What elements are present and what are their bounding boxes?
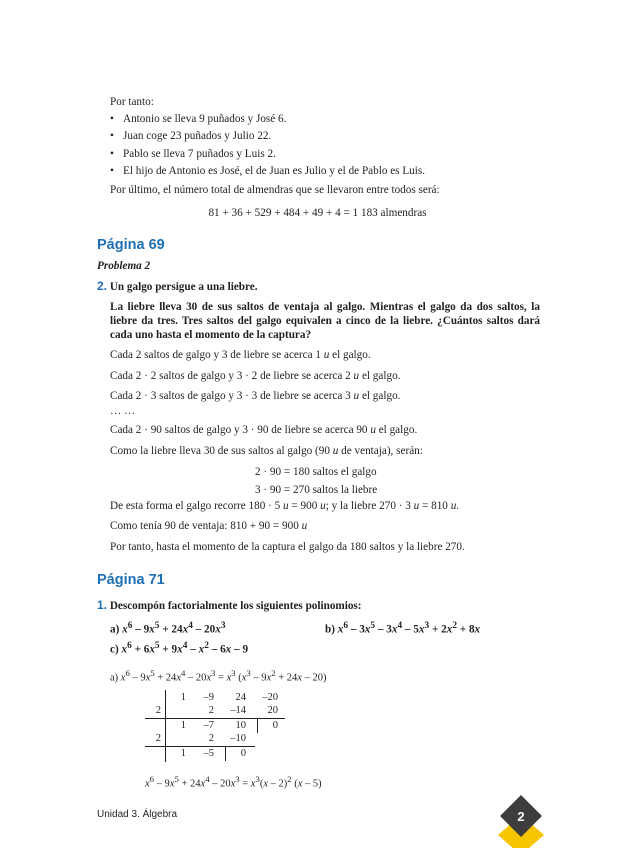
por-tanto-text: Por tanto: — [110, 96, 154, 108]
solution-line: Cada 2 · 90 saltos de galgo y 3 · 90 de liebre se acerca 90 u el galgo. — [110, 424, 418, 436]
polynomial-c: c) $x^6 + 6x^5 + 9x^4 - x^2 - 6x - 9$ — [110, 641, 249, 656]
ultimo-text: Por último, el número total de almendras que se llevaron entre todos será: — [110, 184, 440, 196]
page-number: 2 — [517, 809, 525, 824]
ruffini-cell: 20 — [267, 705, 278, 716]
polynomial-a: a) $x^6 - 9x^5 + 24x^4 - 20x^3$ — [110, 621, 226, 636]
ruffini-divisor: 2 — [155, 733, 161, 744]
bullet-item: • El hijo de Antonio es José, el de Juan es Julio y el de Pablo es Luis. — [110, 165, 426, 177]
bullet-item: • Antonio se lleva 9 puñados y José 6. — [110, 113, 287, 125]
solution-a-factor: a) $x^6 - 9x^5 + 24x^4 - 20x^3 = x^3$ $(x^3 - 9x^2 + 24x - 20)$ — [110, 668, 327, 684]
suma-equation: 81 + 36 + 529 + 484 + 49 + 4 = 1 183 almendras — [208, 207, 427, 219]
ruffini-cell: 1 — [180, 748, 186, 759]
ruffini-remainder: 0 — [272, 720, 278, 731]
equation-liebre: 3 · 90 = 270 saltos la liebre — [255, 484, 378, 496]
ruffini-remainder-box — [257, 718, 284, 733]
solution-line: Cada 2 · 2 saltos de galgo y 3 · 2 de liebre se acerca 2 u el galgo. — [110, 370, 401, 382]
problem-statement: La liebre lleva 30 de sus saltos de ventaja al galgo. Mientras el galgo da dos saltos, la liebre da tres. Tres saltos del galgo equivalen a cinco de la liebre. ¿Cuántos saltos dará cada uno hasta el momento de la captura? — [110, 301, 540, 341]
solution-line: De esta forma el galgo recorre 180 · 5 u = 900 u; y la liebre 270 · 3 u = 810 u. — [110, 500, 460, 512]
ruffini-remainder: 0 — [240, 748, 246, 759]
problema-label: Problema 2 — [97, 260, 151, 272]
ruffini-cell: 10 — [235, 720, 246, 731]
exercise-number: 1. — [97, 598, 108, 612]
bullet-icon: • — [110, 113, 114, 125]
ruffini-cell: 1 — [180, 692, 186, 703]
ruffini-cell: –10 — [230, 733, 246, 744]
ruffini-cell: 2 — [208, 705, 214, 716]
problem-title: 2. Un galgo persigue a una liebre. — [97, 279, 258, 293]
ruffini-remainder-box — [225, 746, 252, 761]
bullet-icon: • — [110, 130, 114, 142]
ruffini-cell: –7 — [203, 720, 214, 731]
exercise-title: 1. Descompón factorialmente los siguientes polinomios: — [97, 598, 362, 612]
ruffini-table — [145, 690, 295, 762]
ruffini-cell: 24 — [235, 692, 246, 703]
bullet-item: • Juan coge 23 puñados y Julio 22. — [110, 130, 272, 142]
factorization-result: $x^6 - 9x^5 + 24x^4 - 20x^3 = x^3(x - 2)^2$ (x – 5) — [145, 774, 322, 790]
problem-number: 2. — [97, 279, 108, 293]
ruffini-cell: –5 — [203, 748, 214, 759]
ruffini-cell: –20 — [262, 692, 278, 703]
solution-line: Como la liebre lleva 30 de sus saltos al galgo (90 u de ventaja), serán: — [110, 445, 423, 457]
ruffini-cell: 1 — [180, 720, 186, 731]
solution-line: Como tenía 90 de ventaja: 810 + 90 = 900 u — [110, 520, 308, 532]
ruffini-cell: 2 — [208, 733, 214, 744]
solution-line: Cada 2 saltos de galgo y 3 de liebre se acerca 1 u el galgo. — [110, 349, 371, 361]
page-number-badge — [498, 793, 544, 848]
bullet-item: • Pablo se lleva 7 puñados y Luis 2. — [110, 148, 276, 160]
ruffini-cell: –14 — [230, 705, 246, 716]
ellipsis-line: … … — [110, 405, 136, 417]
section-heading-p69: Página 69 — [97, 237, 165, 253]
bullet-icon: • — [110, 165, 114, 177]
equation-galgo: 2 · 90 = 180 saltos el galgo — [255, 466, 377, 478]
footer-unit: Unidad 3. Álgebra — [97, 809, 178, 820]
ruffini-cell: –9 — [203, 692, 214, 703]
ruffini-divisor: 2 — [155, 705, 161, 716]
solution-line: Cada 2 · 3 saltos de galgo y 3 · 3 de liebre se acerca 3 u el galgo. — [110, 390, 401, 402]
polynomial-b: b) $x^6 - 3x^5 - 3x^4 - 5x^3 + 2x^2 + 8x$ — [325, 621, 481, 636]
section-heading-p71: Página 71 — [97, 572, 165, 588]
bullet-icon: • — [110, 148, 114, 160]
diamond-icon — [498, 793, 544, 848]
solution-conclusion: Por tanto, hasta el momento de la captura el galgo da 180 saltos y la liebre 270. — [110, 541, 465, 553]
ruffini-vertical-line — [165, 690, 166, 762]
